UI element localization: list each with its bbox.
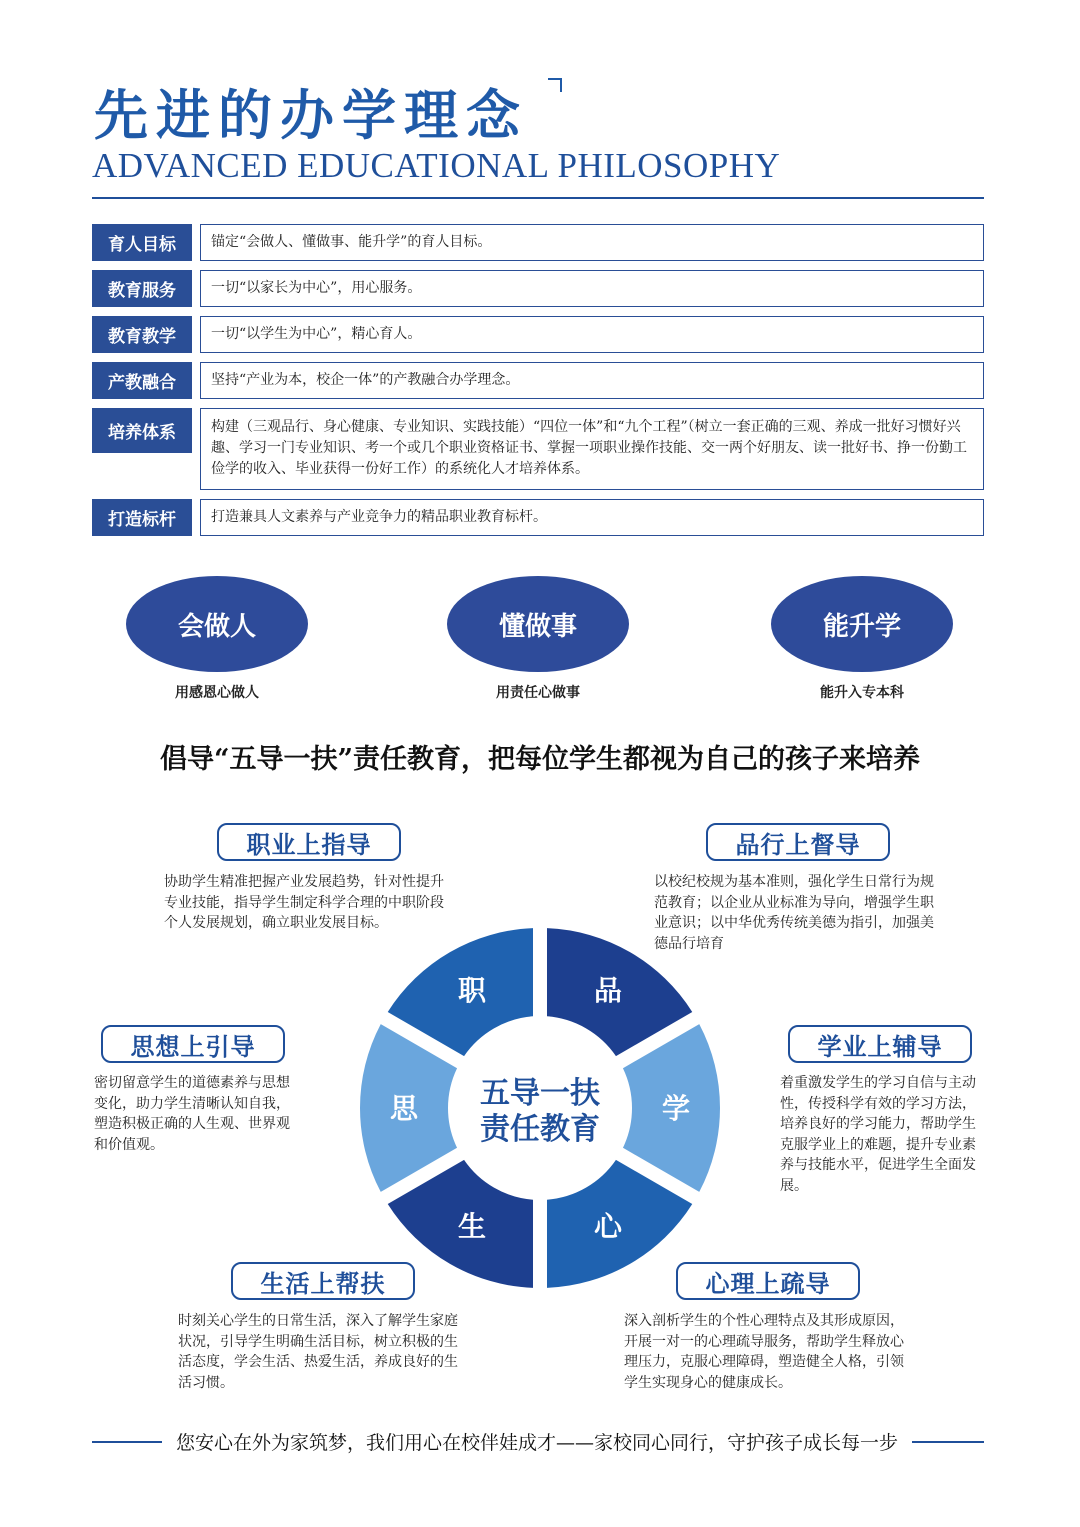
principle-label: 教育教学 — [92, 316, 192, 353]
guide-label-career: 职业上指导 — [217, 823, 401, 861]
guide-text-career: 协助学生精准把握产业发展趋势，针对性提升专业技能，指导学生制定科学合理的中职阶段个人发展规划，确立职业发展目标。 — [164, 874, 444, 931]
footer-rule-left — [92, 1441, 162, 1443]
principle-text: 打造兼具人文素养与产业竞争力的精品职业教育标杆。 — [200, 499, 984, 536]
page-title: 先进的办学理念 — [94, 84, 528, 147]
wheel-segment-label-life: 生 — [457, 1209, 487, 1243]
footer-tagline: 您安心在外为家筑梦，我们用心在校伴娃成才——家校同心同行，守护孩子成长每一步 — [175, 1432, 898, 1454]
principle-label: 育人目标 — [92, 224, 192, 261]
guide-text-study: 着重激发学生的学习自信与主动性，传授科学有效的学习方法，培养良好的学习能力，帮助学生克服学业上的难题，提升专业素养与技能水平，促进学生全面发展。 — [780, 1075, 976, 1194]
guide-label-conduct: 品行上督导 — [706, 823, 890, 861]
slogan: 倡导“五导一扶”责任教育，把每位学生都视为自己的孩子来培养 — [159, 744, 921, 775]
principle-label: 产教融合 — [92, 362, 192, 399]
wheel-center-line1: 五导一扶 — [480, 1076, 600, 1111]
wheel-segment-label-career: 职 — [457, 974, 487, 1008]
principle-label: 培养体系 — [92, 408, 192, 453]
goal-caption: 能升入专本科 — [820, 685, 904, 701]
guide-label-thought: 思想上引导 — [101, 1025, 285, 1063]
principle-text: 坚持“产业为本，校企一体”的产教融合办学理念。 — [200, 362, 984, 399]
goal-oval-study: 能升学 — [771, 576, 953, 672]
principle-text: 构建（三观品行、身心健康、专业知识、实践技能）“四位一体”和“九个工程”（树立一套正确的三观、养成一批好习惯好兴趣、学习一门专业知识、考一个或几个职业资格证书、掌握一项职业操作技能、交一两个好朋友、读一批好书、挣一份勤工俭学的收入、毕业获得一份好工作）的系统化人才培养体系。 — [200, 408, 984, 490]
principle-text: 一切“以家长为中心”，用心服务。 — [200, 270, 984, 307]
principle-label: 教育服务 — [92, 270, 192, 307]
goal-caption: 用感恩心做人 — [175, 685, 259, 701]
wheel-segment-label-conduct: 品 — [593, 974, 623, 1008]
guide-label-psych: 心理上疏导 — [676, 1262, 860, 1300]
footer-rule-right — [912, 1441, 984, 1443]
wheel-center-line2: 责任教育 — [480, 1112, 600, 1147]
wheel-segment-label-study: 学 — [661, 1092, 691, 1125]
goal-oval-conduct: 会做人 — [126, 576, 308, 672]
goal-caption: 用责任心做事 — [496, 685, 580, 701]
wheel-segment-label-psych: 心 — [593, 1209, 623, 1243]
principle-text: 一切“以学生为中心”，精心育人。 — [200, 316, 984, 353]
principle-text: 锚定“会做人、懂做事、能升学”的育人目标。 — [200, 224, 984, 261]
guide-text-life: 时刻关心学生的日常生活，深入了解学生家庭状况，引导学生明确生活目标，树立积极的生活态度，学会生活、热爱生活，养成良好的生活习惯。 — [178, 1313, 458, 1391]
wheel-segment-label-thought: 思 — [389, 1092, 419, 1125]
guide-text-conduct: 以校纪校规为基本准则，强化学生日常行为规范教育；以企业从业标准为导向，增强学生职业意识；以中华优秀传统美德为指引，加强美德品行培育 — [654, 874, 934, 952]
guide-text-psych: 深入剖析学生的个性心理特点及其形成原因，开展一对一的心理疏导服务，帮助学生释放心理压力，克服心理障碍，塑造健全人格，引领学生实现身心的健康成长。 — [624, 1313, 904, 1391]
guide-label-study: 学业上辅导 — [788, 1025, 972, 1063]
page-subtitle-en: ADVANCED EDUCATIONAL PHILOSOPHY — [92, 146, 781, 185]
goal-oval-work: 懂做事 — [447, 576, 629, 672]
guide-label-life: 生活上帮扶 — [231, 1262, 415, 1300]
guide-text-thought: 密切留意学生的道德素养与思想变化，助力学生清晰认知自我，塑造积极正确的人生观、世界观和价值观。 — [94, 1075, 290, 1153]
principle-label: 打造标杆 — [92, 499, 192, 536]
